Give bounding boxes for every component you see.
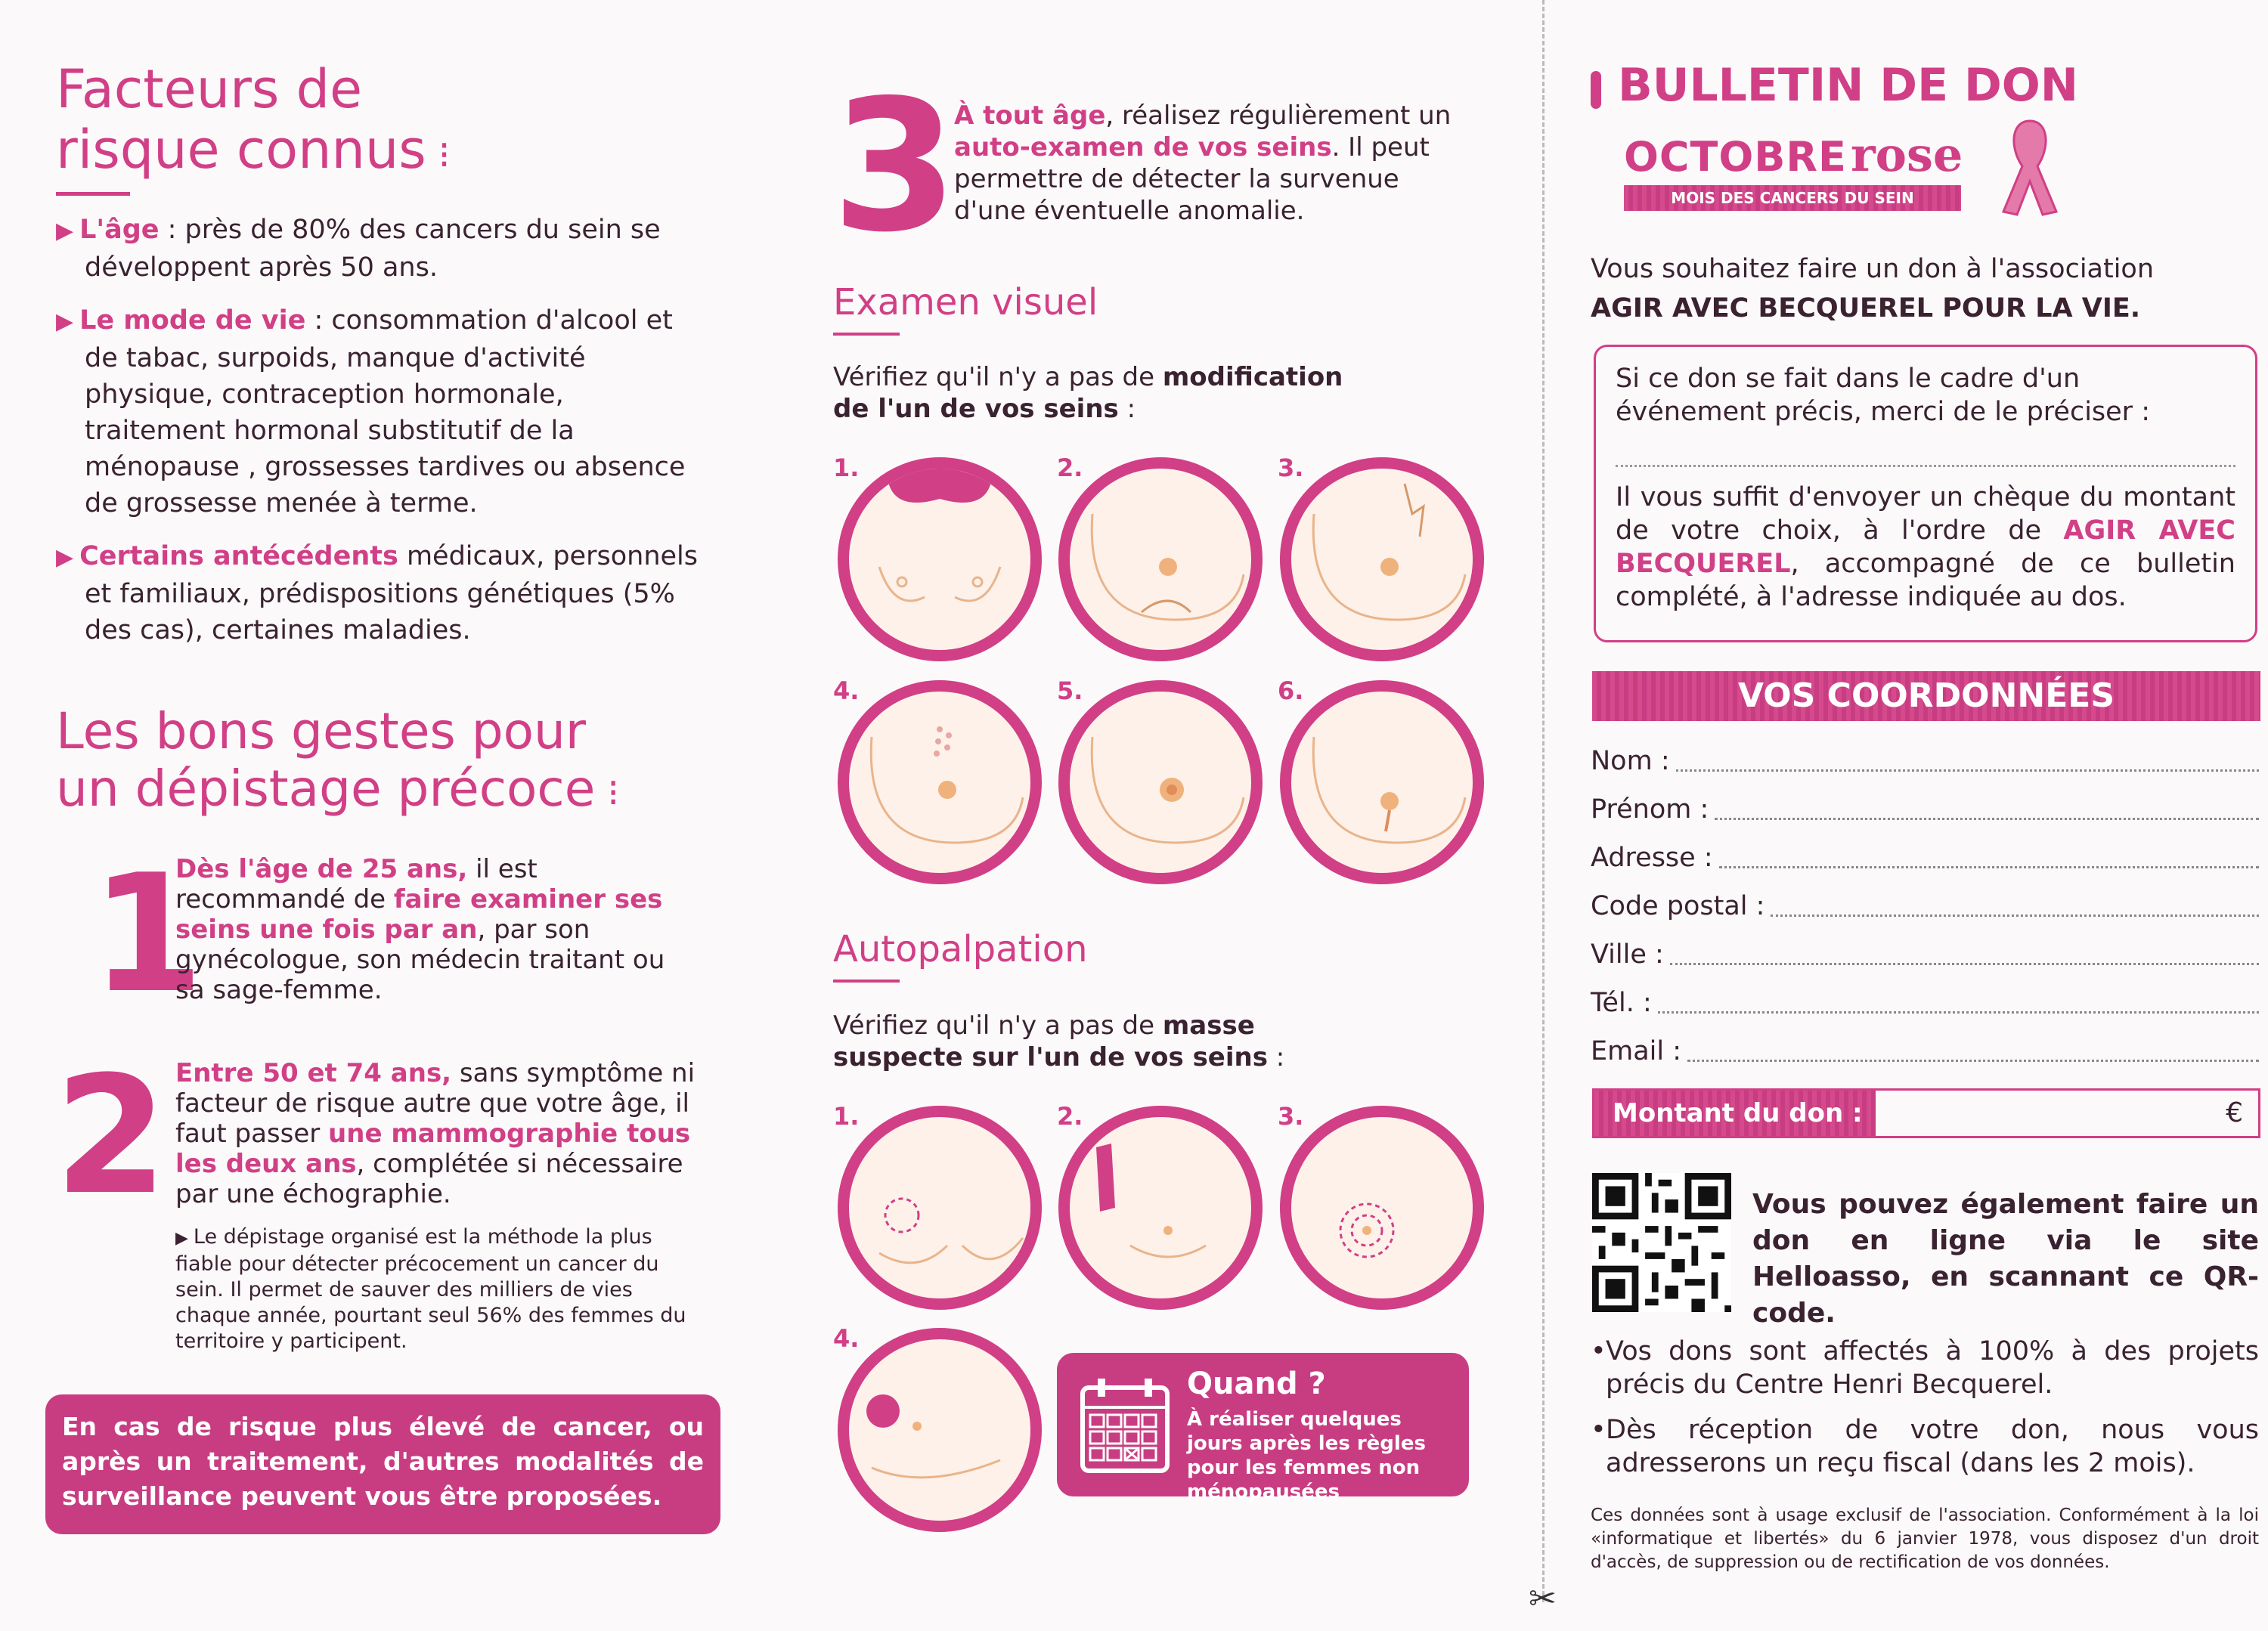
field-adresse[interactable]: Adresse : bbox=[1591, 834, 2259, 882]
step-2-text: Entre 50 et 74 ans, sans symptôme ni facteur de risque autre que votre âge, il faut passer une mammographie tous les deux ans, complétée si nécessaire par une échographie. bbox=[175, 1058, 696, 1209]
contact-form bbox=[1591, 737, 2259, 1075]
title-underline bbox=[56, 192, 130, 196]
breast-illustration-1 bbox=[838, 457, 1042, 661]
event-box: Si ce don se fait dans le cadre d'un événement précis, merci de le préciser : Il vous suffit d'envoyer un chèque du montant de votre choix, à l'ordre de AGIR AVEC BECQUEREL, accompagné de ce bulletin complété, à l'adresse indiquée au dos. bbox=[1594, 345, 2257, 642]
step-1-number: 1 bbox=[91, 839, 204, 1029]
field-prenom[interactable]: Prénom : bbox=[1591, 785, 2259, 834]
quand-box bbox=[1057, 1353, 1469, 1503]
risk-list bbox=[56, 212, 706, 648]
field-nom[interactable]: Nom : bbox=[1591, 737, 2259, 785]
coordonnees-header: VOS COORDONNÉES bbox=[1592, 671, 2260, 721]
field-ville[interactable]: Ville : bbox=[1591, 930, 2259, 979]
currency-symbol: € bbox=[2226, 1097, 2243, 1128]
triangle-bullet-icon: ▶ bbox=[56, 218, 74, 244]
risk-item-history: ▶ Certains antécédents médicaux, personnels et familiaux, prédispositions génétiques (5% des cas), certaines maladies. bbox=[56, 541, 698, 645]
triangle-bullet-icon: ▶ bbox=[56, 308, 74, 335]
visuel-label-1: 1. bbox=[833, 453, 860, 482]
risk-item-lifestyle: ▶ Le mode de vie : consommation d'alcool et de tabac, surpoids, manque d'activité physique, contraception hormonale, traitement hormonal substitutif de la ménopause , grossesses tardives ou absence de grossesse menée à terme. bbox=[56, 305, 686, 518]
breast-illustration-3 bbox=[1280, 457, 1484, 661]
event-field[interactable] bbox=[1616, 429, 2235, 467]
palpation-title: Autopalpation bbox=[833, 928, 1088, 970]
gestes-title: Les bons gestes pour un dépistage précoce ⁝ bbox=[56, 702, 620, 818]
palpation-illustration-4 bbox=[838, 1328, 1042, 1532]
scissors-icon: ✂ bbox=[1529, 1580, 1557, 1618]
risk-alert-box: En cas de risque plus élevé de cancer, ou après un traitement, d'autres modalités de surveillance peuvent vous être proposées. bbox=[45, 1394, 720, 1534]
octobre-rose-logo: OCTOBRE rose MOIS DES CANCERS DU SEIN bbox=[1624, 127, 1963, 211]
legal-notice: Ces données sont à usage exclusif de l'association. Conformément à la loi «informatique et libertés» du 6 janvier 1978, vous disposez d'un droit d'accès, de suppression ou de rectification de vos données. bbox=[1591, 1506, 2259, 1572]
breast-illustration-5 bbox=[1058, 680, 1263, 884]
donation-intro: Vous souhaitez faire un don à l'association AGIR AVEC BECQUEREL POUR LA VIE. bbox=[1591, 254, 2155, 323]
helloasso-text: Vous pouvez également faire un don en ligne via le site Helloasso, en scannant ce QR-code. bbox=[1752, 1189, 2259, 1329]
qr-code-icon[interactable] bbox=[1592, 1173, 1731, 1312]
field-tel[interactable]: Tél. : bbox=[1591, 979, 2259, 1027]
title-deco: ⁝ bbox=[426, 133, 451, 177]
visuel-label-3: 3. bbox=[1278, 453, 1304, 482]
palpation-label-4: 4. bbox=[833, 1324, 860, 1353]
step-3-text: À tout âge, réalisez régulièrement un auto-examen de vos seins. Il peut permettre de détecter la survenue d'une éventuelle anomalie. bbox=[954, 101, 1452, 226]
palpation-intro: Vérifiez qu'il n'y a pas de masse suspecte sur l'un de vos seins : bbox=[833, 1010, 1285, 1072]
visuel-label-4: 4. bbox=[833, 676, 860, 705]
visuel-intro: Vérifiez qu'il n'y a pas de modification de l'un de vos seins : bbox=[833, 362, 1343, 424]
cut-line bbox=[1542, 0, 1545, 1602]
breast-illustration-2 bbox=[1058, 457, 1263, 661]
step-2-number: 2 bbox=[54, 1041, 168, 1230]
breast-illustration-6 bbox=[1280, 680, 1484, 884]
risk-item-age: ▶ L'âge : près de 80% des cancers du sein se développent après 50 ans. bbox=[56, 215, 661, 283]
visuel-title: Examen visuel bbox=[833, 281, 1098, 323]
visuel-underline bbox=[833, 333, 900, 336]
palpation-label-2: 2. bbox=[1057, 1102, 1083, 1131]
palpation-illustration-3 bbox=[1280, 1106, 1484, 1310]
quand-text: À réaliser quelques jours après les règles pour les femmes non ménopausées bbox=[1187, 1408, 1426, 1503]
field-code-postal[interactable]: Code postal : bbox=[1591, 882, 2259, 930]
palpation-label-3: 3. bbox=[1278, 1102, 1304, 1131]
palpation-illustration-2 bbox=[1058, 1106, 1263, 1310]
visuel-label-6: 6. bbox=[1278, 676, 1304, 705]
palpation-label-1: 1. bbox=[833, 1102, 860, 1131]
risk-title: Facteurs de risque connus ⁝ bbox=[56, 58, 451, 181]
calendar-icon bbox=[1080, 1377, 1170, 1475]
breast-illustration-4 bbox=[838, 680, 1042, 884]
screening-note: ▶ Le dépistage organisé est la méthode la plus fiable pour détecter précocement un cancer du sein. Il permet de sauver des milliers de vies chaque année, pourtant seul 56% des femmes du territoire y participent. bbox=[175, 1225, 686, 1353]
visuel-label-2: 2. bbox=[1057, 453, 1083, 482]
pink-ribbon-icon bbox=[1996, 113, 2064, 219]
cheque-instructions: Il vous suffit d'envoyer un chèque du montant de votre choix, à l'ordre de AGIR AVEC BECQUEREL, accompagné de ce bulletin complété, à l'adresse indiquée au dos. bbox=[1616, 482, 2235, 612]
palpation-underline bbox=[833, 980, 900, 983]
title-deco: ⁝ bbox=[595, 771, 620, 815]
triangle-bullet-icon: ▶ bbox=[175, 1229, 194, 1248]
montant-label: Montant du don : bbox=[1594, 1091, 1876, 1136]
step-1-text: Dès l'âge de 25 ans, il est recommandé de faire examiner ses seins une fois par an, par son gynécologue, son médecin traitant ou sa sage-femme. bbox=[175, 854, 665, 1005]
montant-field[interactable] bbox=[1592, 1088, 2260, 1138]
title-bar-icon bbox=[1591, 71, 1601, 109]
donation-bullets bbox=[1591, 1335, 2259, 1480]
visuel-label-5: 5. bbox=[1057, 676, 1083, 705]
bullet-item: • Vos dons sont affectés à 100% à des projets précis du Centre Henri Becquerel. bbox=[1591, 1336, 2259, 1400]
palpation-illustration-1 bbox=[838, 1106, 1042, 1310]
bulletin-title: BULLETIN DE DON bbox=[1618, 59, 2078, 112]
step-3-number: 3 bbox=[832, 60, 958, 272]
triangle-bullet-icon: ▶ bbox=[56, 544, 74, 571]
field-email[interactable]: Email : bbox=[1591, 1027, 2259, 1075]
bullet-item: • Dès réception de votre don, nous vous adresserons un reçu fiscal (dans les 2 mois). bbox=[1591, 1415, 2259, 1478]
quand-title: Quand ? bbox=[1187, 1366, 1326, 1401]
